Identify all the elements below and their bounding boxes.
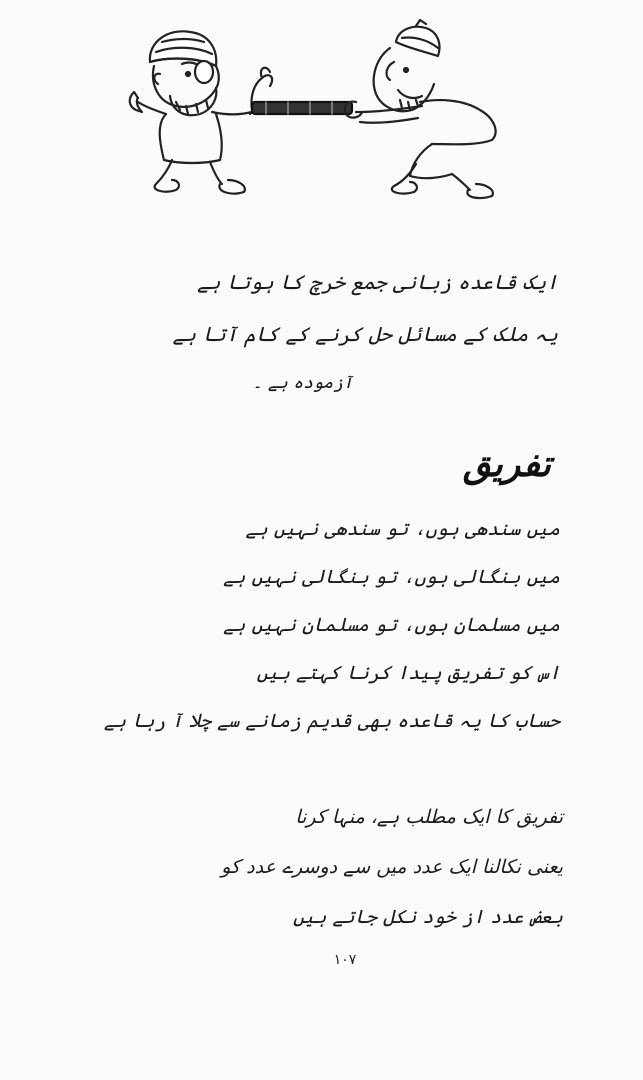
poem-line: آزمودہ ہے ۔ [252, 373, 353, 393]
poem-line: حساب کا یہ قاعدہ بھی قدیم زمانے سے چلا آ رہا ہے [103, 710, 560, 732]
poem-line: یعنی نکالنا ایک عدد میں سے دوسرے عدد کو [221, 856, 563, 878]
poem-line: میں سندھی ہوں، تو سندھی نہیں ہے [245, 518, 560, 540]
poem-line: میں بنگالی ہوں، تو بنگالی نہیں ہے [223, 566, 560, 588]
page-number: ۱۰۷ [333, 952, 357, 968]
poem-line: ایک قاعدہ زبانی جمع خرچ کا ہوتا ہے [197, 270, 558, 294]
section-title: تفریق [462, 444, 551, 485]
poem-line: اس کو تفریق پیدا کرنا کہتے ہیں [256, 662, 560, 684]
poem-line: بعض عدد از خود نکل جاتے ہیں [292, 906, 563, 928]
cartoon-illustration [120, 14, 505, 204]
poem-line: یہ ملک کے مسائل حل کرنے کے کام آتا ہے [172, 322, 558, 346]
poem-line: میں مسلمان ہوں، تو مسلمان نہیں ہے [223, 614, 560, 636]
poem-line: تفریق کا ایک مطلب ہے، منہا کرنا [295, 806, 563, 828]
